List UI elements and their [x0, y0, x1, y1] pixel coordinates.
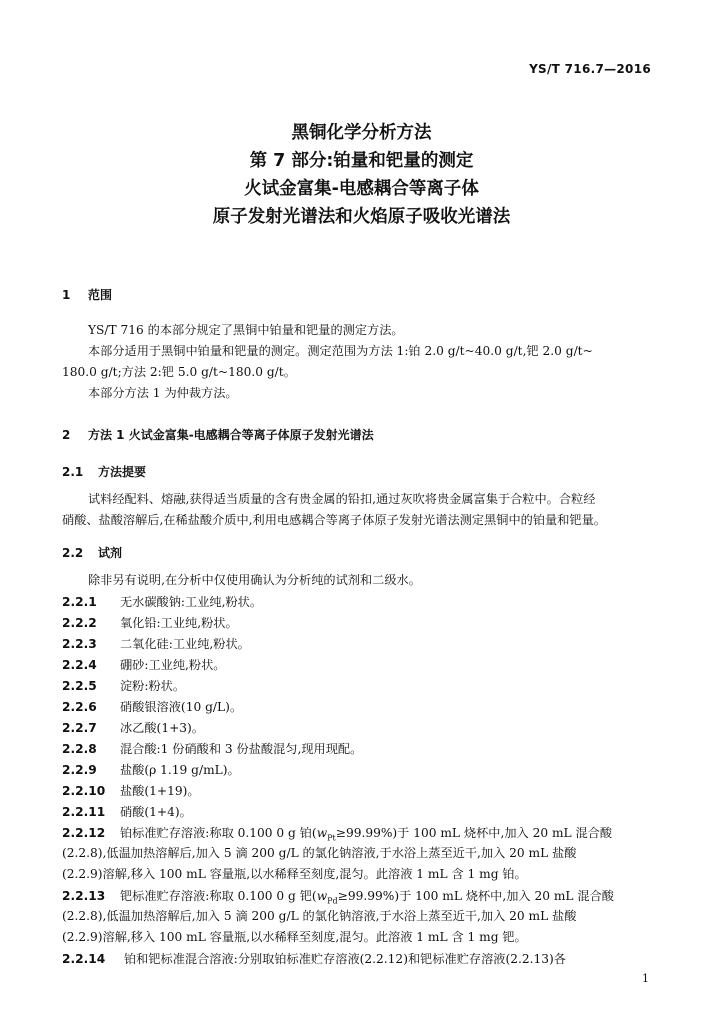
item-number: 2.2.8 [62, 742, 97, 756]
reagent-item [62, 656, 225, 673]
doc-title-line-3: 火试金富集-电感耦合等离子体 [244, 179, 479, 199]
item-number: 2.2.2 [62, 616, 97, 630]
section-2-heading [62, 426, 374, 443]
subsection-number: 2.2 [62, 546, 84, 560]
item-text: ≥99.99%)于 100 mL 烧杯中,加入 20 mL 混合酸 [335, 826, 613, 840]
subsection-2-2-heading [62, 544, 122, 561]
paragraph-continued: (2.2.8),低温加热溶解后,加入 5 滴 200 g/L 的氯化钠溶液,于水浴上蒸至近干,加入 20 mL 盐酸 [62, 846, 577, 860]
reagent-item [62, 677, 185, 694]
subsection-number: 2.1 [62, 465, 84, 479]
paragraph: 除非另有说明,在分析中仅使用确认为分析纯的试剂和二级水。 [88, 573, 421, 587]
paragraph: 本部分适用于黑铜中铂量和钯量的测定。测定范围为方法 1:铂 2.0 g/t~40.0 g/t,钯 2.0 g/t~ [88, 344, 593, 358]
paragraph-continued: (2.2.9)溶解,移入 100 mL 容量瓶,以水稀释至刻度,混匀。此溶液 1 mL 含 1 mg 铂。 [62, 867, 527, 881]
item-number: 2.2.5 [62, 679, 97, 693]
item-text: 混合酸:1 份硝酸和 3 份盐酸混匀,现用现配。 [120, 742, 363, 756]
reagent-item [62, 803, 192, 820]
doc-title-line-2: 第 7 部分:铂量和钯量的测定 [249, 151, 474, 171]
section-1-heading [62, 286, 112, 303]
reagent-item [62, 698, 242, 715]
section-title: 范围 [88, 288, 113, 302]
item-text: 无水碳酸钠:工业纯,粉状。 [120, 595, 263, 609]
reagent-item [62, 614, 238, 631]
item-text: 盐酸(ρ 1.19 g/mL)。 [120, 763, 240, 777]
element-subscript: Pt [327, 833, 336, 843]
reagent-item [62, 740, 362, 757]
item-number: 2.2.12 [62, 826, 106, 840]
reagent-item [62, 782, 200, 799]
doc-title-line-1: 黑铜化学分析方法 [291, 123, 432, 143]
item-text: 氧化铅:工业纯,粉状。 [120, 616, 238, 630]
item-text: 二氧化硅:工业纯,粉状。 [120, 637, 250, 651]
item-number: 2.2.1 [62, 595, 97, 609]
paragraph-continued: 180.0 g/t;方法 2:钯 5.0 g/t~180.0 g/t。 [62, 365, 296, 379]
reagent-item [62, 593, 262, 610]
standard-number: YS/T 716.7—2016 [529, 62, 651, 76]
reagent-item [62, 719, 204, 736]
paragraph-continued: 硝酸、盐酸溶解后,在稀盐酸介质中,利用电感耦合等离子体原子发射光谱法测定黑铜中的铂量和钯量。 [62, 513, 606, 527]
item-text: 铂和钯标准混合溶液:分别取铂标准贮存溶液(2.2.12)和钯标准贮存溶液(2.2.13)各 [124, 952, 566, 966]
paragraph-continued: (2.2.8),低温加热溶解后,加入 5 滴 200 g/L 的氯化钠溶液,于水浴上蒸至近干,加入 20 mL 盐酸 [62, 909, 577, 923]
doc-title-line-4: 原子发射光谱法和火焰原子吸收光谱法 [212, 207, 511, 227]
item-number: 2.2.3 [62, 637, 97, 651]
subsection-2-1-heading [62, 463, 146, 480]
item-text: 硝酸银溶液(10 g/L)。 [120, 700, 243, 714]
item-text: 淀粉:粉状。 [120, 679, 186, 693]
item-number: 2.2.13 [62, 889, 106, 903]
paragraph: 试料经配料、熔融,获得适当质量的含有贵金属的铅扣,通过灰吹将贵金属富集于合粒中。合粒经 [88, 492, 596, 506]
section-number: 1 [62, 288, 71, 302]
item-text: 硝酸(1+4)。 [120, 805, 192, 819]
item-number: 2.2.6 [62, 700, 97, 714]
item-number: 2.2.4 [62, 658, 97, 672]
reagent-item-pd-stock [62, 887, 614, 905]
item-number: 2.2.14 [62, 952, 106, 966]
mass-fraction-symbol: w [316, 889, 328, 903]
paragraph: 本部分方法 1 为仲裁方法。 [88, 386, 238, 400]
section-title: 方法 1 火试金富集-电感耦合等离子体原子发射光谱法 [88, 428, 374, 442]
item-text: 铂标准贮存溶液:称取 0.100 0 g 铂( [120, 826, 317, 840]
page-number: 1 [642, 972, 649, 985]
item-text: 盐酸(1+19)。 [120, 784, 200, 798]
element-subscript: Pd [327, 896, 338, 906]
item-number: 2.2.11 [62, 805, 106, 819]
item-text: 钯标准贮存溶液:称取 0.100 0 g 钯( [120, 889, 317, 903]
section-number: 2 [62, 428, 71, 442]
reagent-item [62, 635, 250, 652]
paragraph: YS/T 716 的本部分规定了黑铜中铂量和钯量的测定方法。 [88, 323, 404, 337]
subsection-title: 试剂 [98, 546, 123, 560]
reagent-item [62, 761, 240, 778]
item-number: 2.2.9 [62, 763, 97, 777]
subsection-title: 方法提要 [98, 465, 147, 479]
item-text: 冰乙酸(1+3)。 [120, 721, 204, 735]
item-number: 2.2.10 [62, 784, 106, 798]
reagent-item-pt-stock [62, 824, 612, 842]
item-number: 2.2.7 [62, 721, 97, 735]
paragraph-continued: (2.2.9)溶解,移入 100 mL 容量瓶,以水稀释至刻度,混匀。此溶液 1 mL 含 1 mg 钯。 [62, 930, 527, 944]
item-text: 硼砂:工业纯,粉状。 [120, 658, 226, 672]
mass-fraction-symbol: w [316, 826, 328, 840]
reagent-item-mixed-standard [62, 950, 566, 967]
item-text: ≥99.99%)于 100 mL 烧杯中,加入 20 mL 混合酸 [337, 889, 614, 903]
